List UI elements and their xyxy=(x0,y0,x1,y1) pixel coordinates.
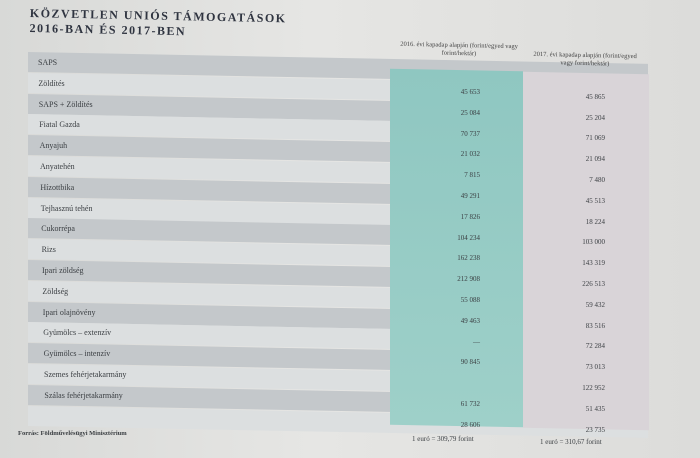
value-2017: 23 735 xyxy=(585,425,605,434)
value-2017: 72 284 xyxy=(585,342,605,351)
row-label: SAPS xyxy=(38,58,58,67)
value-2017: 51 435 xyxy=(585,404,605,413)
row-label: Gyümölcs – intenzív xyxy=(43,349,111,359)
row-label: Zöldítés xyxy=(38,78,65,88)
value-2017: 122 952 xyxy=(582,383,605,392)
row-label: Ipari olajnövény xyxy=(42,307,96,317)
value-2016: 70 737 xyxy=(460,129,480,138)
value-2016: 28 606 xyxy=(460,420,480,429)
row-label: Tejhasznú tehén xyxy=(40,203,93,213)
row-label: Hízottbika xyxy=(40,182,75,192)
value-2017: 59 432 xyxy=(585,300,605,309)
value-2016: 212 908 xyxy=(457,275,480,284)
value-2017: 226 513 xyxy=(582,279,605,288)
value-2016: 61 732 xyxy=(460,400,480,409)
row-label: Szemes fehérjetakarmány xyxy=(44,370,127,379)
slide-title xyxy=(29,6,286,41)
row-label: Ipari zöldség xyxy=(42,266,84,275)
row-label: Zöldség xyxy=(42,286,69,296)
column-2016-highlight xyxy=(390,69,523,428)
value-2016: 104 234 xyxy=(457,233,480,242)
row-label: SAPS + Zöldítés xyxy=(38,99,93,109)
value-2016: 45 653 xyxy=(460,88,480,97)
title-line-1: KÖZVETLEN UNIÓS TÁMOGATÁSOK xyxy=(29,6,287,26)
value-2016: 90 845 xyxy=(460,358,480,367)
value-2017: 18 224 xyxy=(585,217,605,226)
value-2016: 55 088 xyxy=(460,296,480,305)
header-2017: 2017. évi kapadap alapján (forint/egyed vagy forint/hektár) xyxy=(533,50,637,68)
exchange-rate-2016: 1 euró = 309,79 forint xyxy=(412,435,474,443)
value-2017: 21 094 xyxy=(585,155,605,164)
row-label: Gyümölcs – extenzív xyxy=(43,328,112,338)
value-2016: — xyxy=(473,337,480,346)
value-2017: 83 516 xyxy=(585,321,605,330)
value-2016: 25 084 xyxy=(460,108,480,117)
header-2016: 2016. évi kapadap alapján (forint/egyed vagy forint/hektár) xyxy=(400,40,518,58)
column-2017-highlight xyxy=(523,72,649,430)
title-line-2: 2016-BAN ÉS 2017-BEN xyxy=(29,20,187,39)
value-2017: 25 204 xyxy=(585,113,605,122)
row-label: Anyatehén xyxy=(40,162,75,171)
value-2017: 103 000 xyxy=(582,238,605,247)
row-label: Fiatal Gazda xyxy=(39,120,80,130)
value-2016: 49 291 xyxy=(460,192,480,201)
row-label: Szálas fehérjetakarmány xyxy=(44,390,123,400)
row-label: Anyajuh xyxy=(39,141,68,151)
value-2016: 7 815 xyxy=(464,171,480,180)
value-2016: 17 826 xyxy=(460,212,480,221)
value-2017: 45 513 xyxy=(585,196,605,205)
value-2016: 49 463 xyxy=(460,316,480,325)
value-2016: 162 238 xyxy=(457,254,480,263)
value-2017: 143 319 xyxy=(582,259,605,268)
row-label: Rizs xyxy=(41,245,56,255)
value-2016: 21 032 xyxy=(460,150,480,159)
value-2017: 71 069 xyxy=(585,134,605,143)
source-note: Forrás: Földművelésügyi Minisztérium xyxy=(18,430,127,437)
value-2017: 45 865 xyxy=(585,92,605,101)
value-2017: 7 480 xyxy=(589,175,605,184)
exchange-rate-2017: 1 euró = 310,67 forint xyxy=(540,438,602,446)
value-2017: 73 013 xyxy=(585,363,605,372)
row-label: Cukorrépa xyxy=(41,224,75,234)
